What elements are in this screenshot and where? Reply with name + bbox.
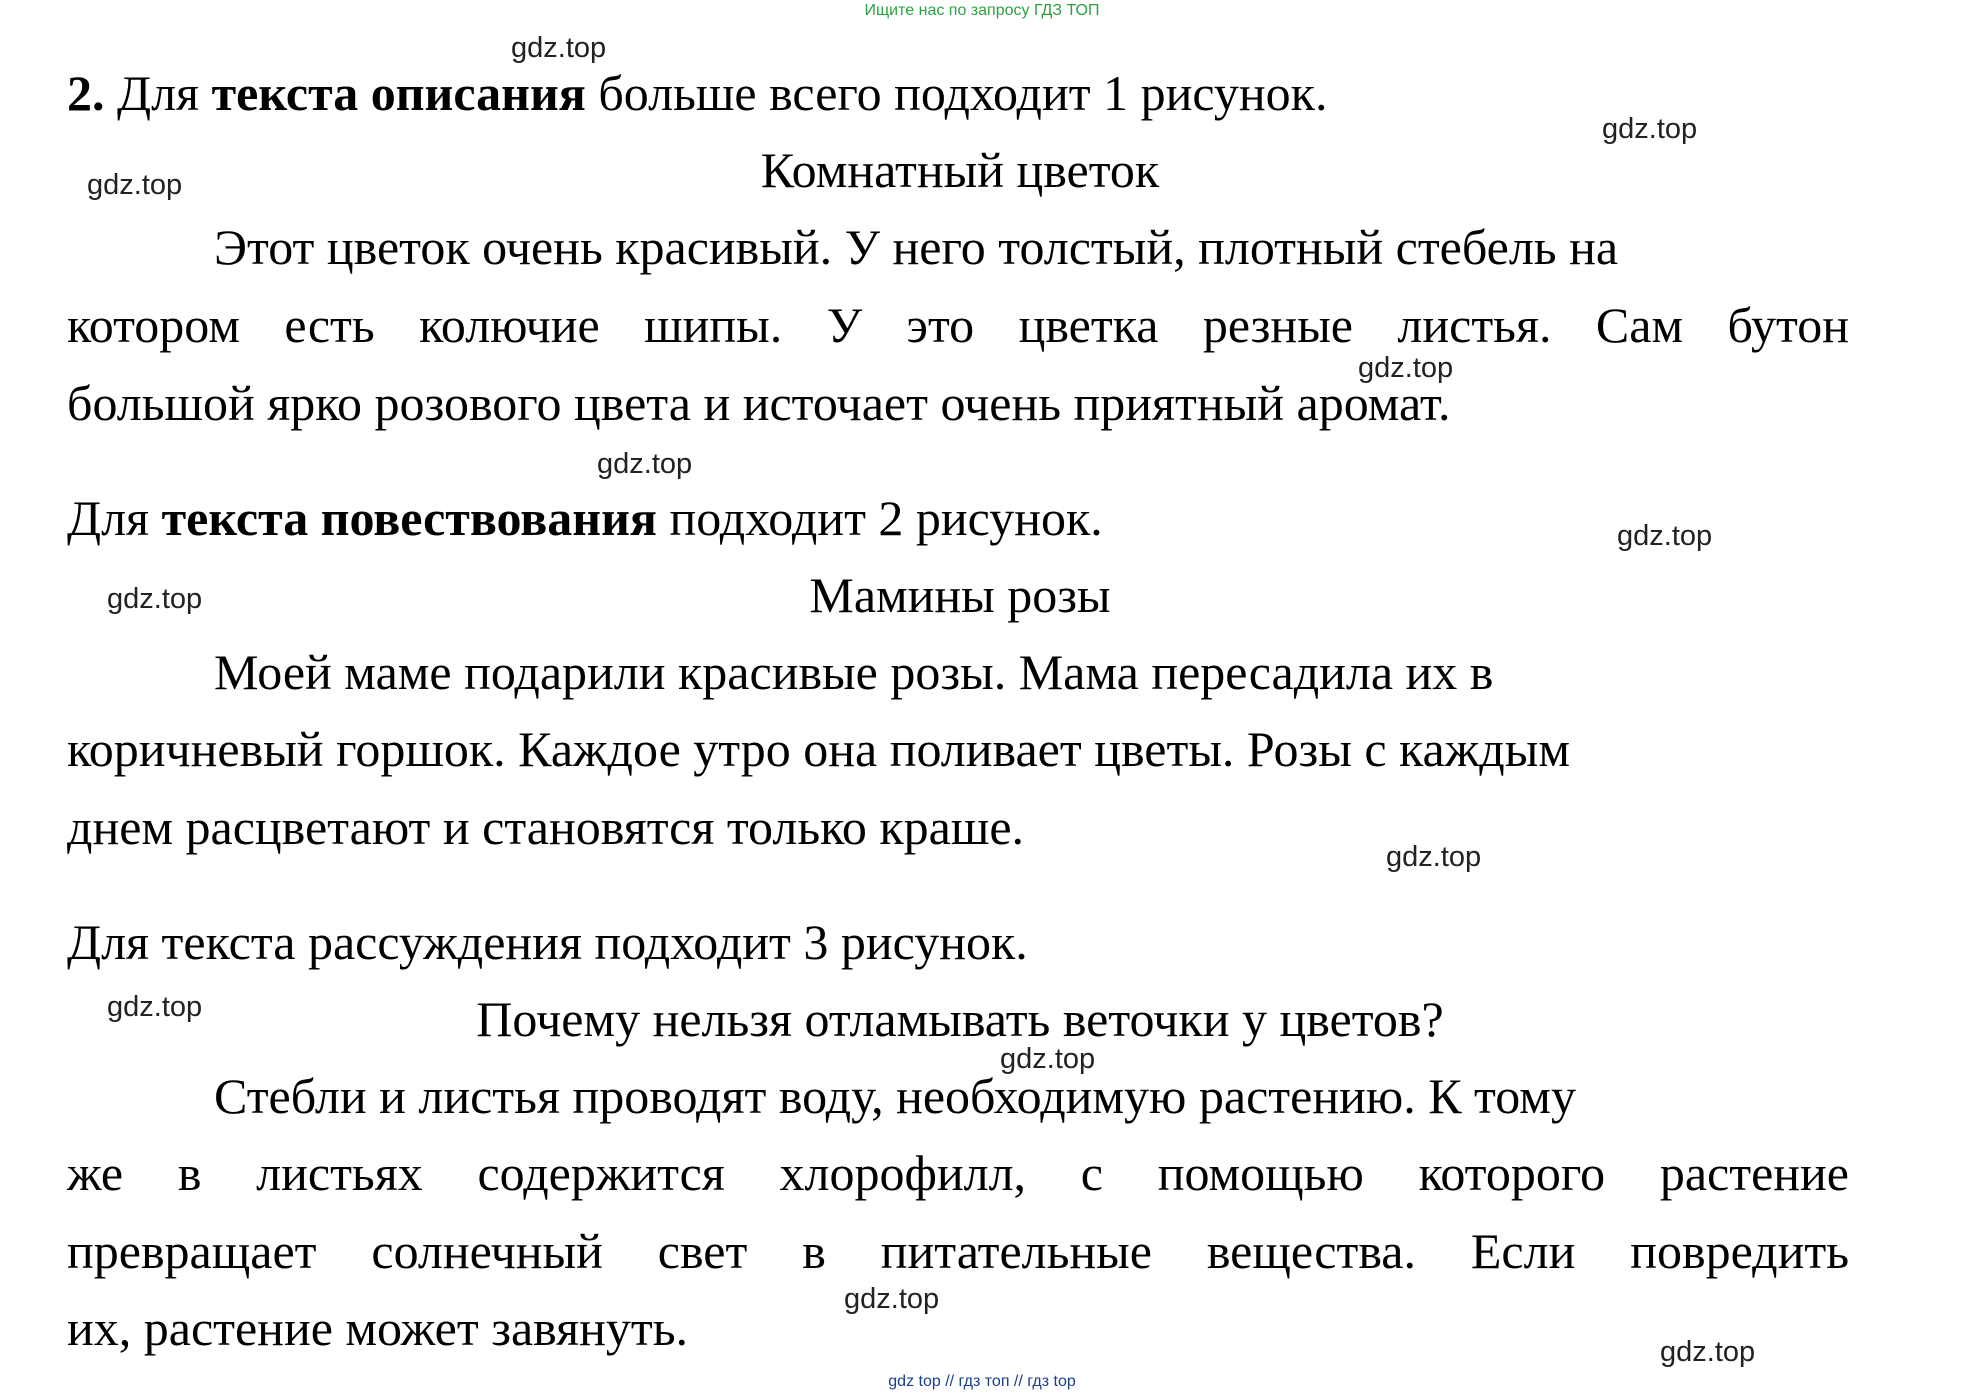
- section3-line-2: же в листьях содержится хлорофилл, с помощью которого растение: [67, 1145, 1849, 1201]
- section2-line-1: Моей маме подарили красивые розы. Мама пересадила их в: [214, 644, 1494, 700]
- watermark: gdz.top: [107, 583, 203, 615]
- section3-line-3: превращает солнечный свет в питательные вещества. Если повредить: [67, 1223, 1849, 1279]
- section1-pre: Для: [117, 65, 200, 121]
- section2-line-2: коричневый горшок. Каждое утро она поливает цветы. Розы с каждым: [67, 721, 1570, 777]
- section2-pre: Для: [67, 490, 150, 546]
- site-footer: gdz top // гдз топ // гдз top: [888, 1373, 1076, 1390]
- section2-post: подходит 2 рисунок.: [669, 490, 1103, 546]
- watermark: gdz.top: [1386, 841, 1482, 873]
- watermark: gdz.top: [107, 991, 203, 1023]
- section2-bold: текста повествования: [161, 490, 657, 546]
- watermark: gdz.top: [1617, 520, 1713, 552]
- section1-bold: текста описания: [211, 65, 586, 121]
- section1-title: Комнатный цветок: [760, 142, 1160, 198]
- section3-title: Почему нельзя отламывать веточки у цветов?: [476, 991, 1444, 1047]
- section1-post: больше всего подходит 1 рисунок.: [598, 65, 1328, 121]
- watermark: gdz.top: [597, 448, 693, 480]
- watermark: gdz.top: [1358, 352, 1454, 384]
- watermark: gdz.top: [1000, 1043, 1096, 1075]
- section2-heading: [67, 490, 1103, 546]
- task-number: 2.: [67, 65, 105, 121]
- section1-heading: [67, 65, 1328, 121]
- section3-line-1: Стебли и листья проводят воду, необходимую растению. К тому: [214, 1068, 1576, 1124]
- section2-title: Мамины розы: [809, 567, 1111, 623]
- section1-line-1: Этот цветок очень красивый. У него толстый, плотный стебель на: [214, 219, 1619, 275]
- section3-heading: Для текста рассуждения подходит 3 рисунок.: [67, 914, 1028, 970]
- watermark: gdz.top: [1660, 1336, 1756, 1368]
- watermark: gdz.top: [511, 32, 607, 64]
- watermark: gdz.top: [1602, 113, 1698, 145]
- section1-line-3: большой ярко розового цвета и источает очень приятный аромат.: [67, 375, 1451, 431]
- watermark: gdz.top: [87, 169, 183, 201]
- section1-line-2: котором есть колючие шипы. У это цветка резные листья. Сам бутон: [67, 297, 1849, 353]
- section3-line-4: их, растение может завянуть.: [67, 1300, 689, 1356]
- search-banner: Ищите нас по запросу ГДЗ ТОП: [864, 2, 1100, 19]
- section2-line-3: днем расцветают и становятся только краше.: [67, 799, 1025, 855]
- watermark: gdz.top: [844, 1283, 940, 1315]
